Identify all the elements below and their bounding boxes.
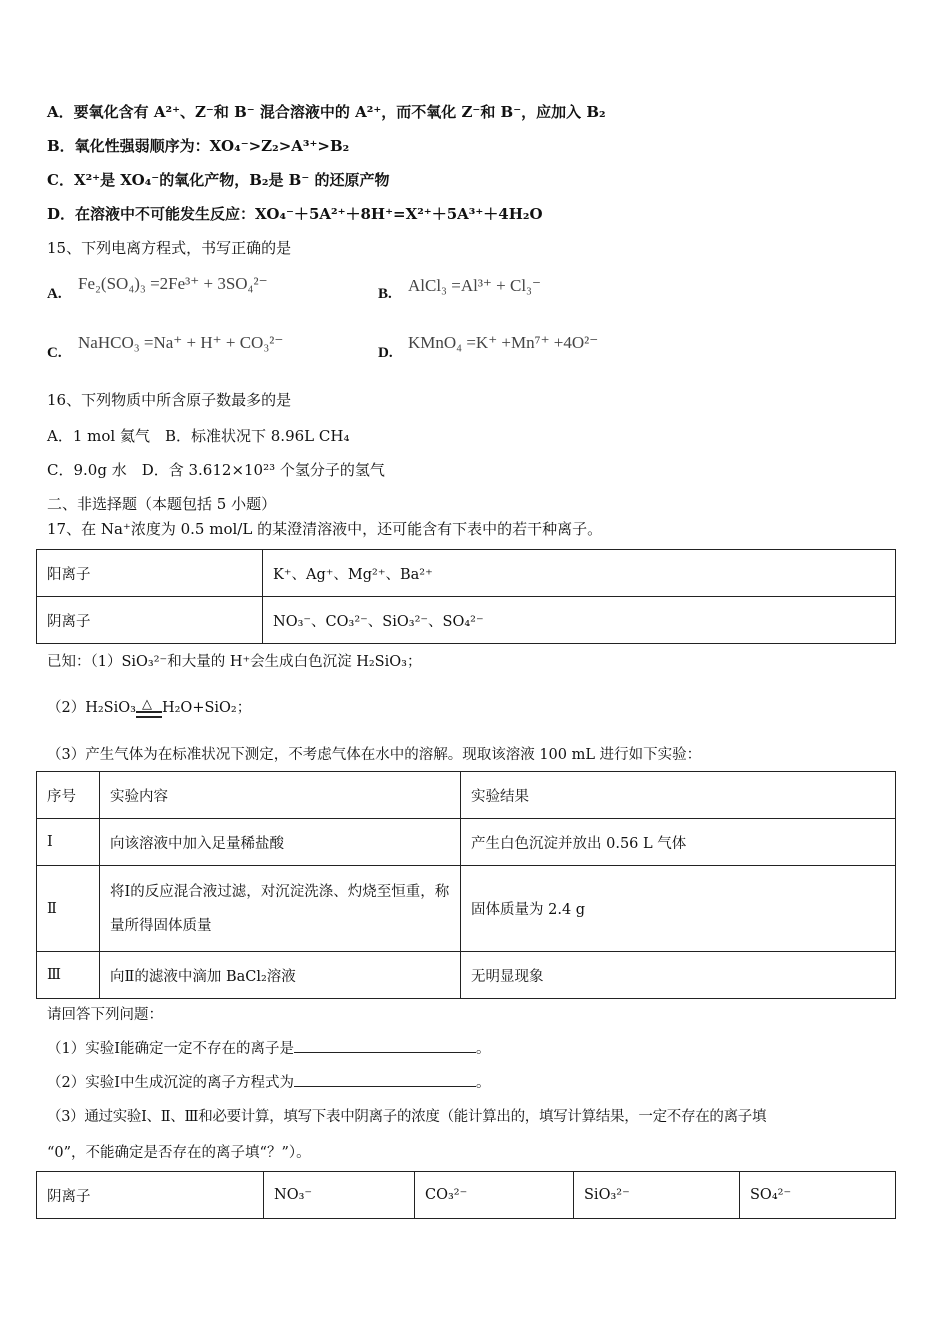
experiment-header-cell: 实验内容 [100, 772, 461, 819]
table-cell: 向该溶液中加入足量稀盐酸 [100, 819, 461, 866]
experiment-table [36, 771, 896, 999]
table-cell: Ⅱ [37, 866, 100, 952]
q15-formula-b: AlCl₃ =Al³⁺ + Cl₃⁻ [408, 276, 541, 295]
answer-blank-2[interactable] [294, 1071, 476, 1087]
anion-table-cell[interactable]: CO₃²⁻ [415, 1172, 574, 1219]
table-cell: Ⅲ [37, 952, 100, 999]
sub-question-1-text: （1）实验Ⅰ能确定一定不存在的离子是 [47, 1041, 294, 1057]
q16-options-cd: C．9.0g 水 D．含 3.612×10²³ 个氢分子的氢气 [47, 461, 385, 479]
known-1: 已知：（1）SiO₃²⁻和大量的 H⁺会生成白色沉淀 H₂SiO₃； [47, 654, 422, 670]
q14-option-a: A．要氧化含有 A²⁺、Z⁻和 B⁻ 混合溶液中的 A²⁺，而不氧化 Z⁻和 B⁻，应加入 B₂ [47, 103, 606, 121]
ion-table-row [37, 550, 896, 597]
anion-table-row [37, 1172, 896, 1219]
sub-question-2-end: 。 [475, 1075, 491, 1091]
sub-question-3-line-2: “0”，不能确定是否存在的离子填“？”）。 [47, 1145, 311, 1161]
q15-label-b: B. [378, 286, 392, 302]
q15-formula-c: NaHCO₃ =Na⁺ + H⁺ + CO₃²⁻ [78, 333, 284, 352]
q15-label-a: A. [47, 286, 62, 302]
heat-symbol-icon: △ [141, 697, 152, 712]
q14-option-d: D．在溶液中不可能发生反应：XO₄⁻＋5A²⁺＋8H⁺=X²⁺＋5A³⁺＋4H₂O [47, 205, 543, 223]
q15-stem: 15、下列电离方程式，书写正确的是 [47, 239, 292, 257]
ion-table-cell: 阳离子 [37, 550, 263, 597]
anion-table-cell[interactable]: SO₄²⁻ [740, 1172, 896, 1219]
q17-stem: 17、在 Na⁺浓度为 0.5 mol/L 的某澄清溶液中，还可能含有下表中的若干种离子。 [47, 520, 603, 538]
q15-label-c: C. [47, 345, 62, 361]
known-2-left: （2）H₂SiO₃ [47, 700, 136, 716]
ion-table-row [37, 597, 896, 644]
table-cell: 产生白色沉淀并放出 0.56 L 气体 [461, 819, 896, 866]
sub-question-1 [47, 1037, 490, 1058]
ion-table-cell: 阴离子 [37, 597, 263, 644]
table-row [37, 819, 896, 866]
ion-table-cell: NO₃⁻、CO₃²⁻、SiO₃²⁻、SO₄²⁻ [263, 597, 896, 644]
q15-formula-a: Fe₂(SO₄)₃ =2Fe³⁺ + 3SO₄²⁻ [78, 274, 268, 293]
ion-table-cell: K⁺、Ag⁺、Mg²⁺、Ba²⁺ [263, 550, 896, 597]
table-row [37, 866, 896, 952]
q15-label-d: D. [378, 345, 393, 361]
known-2 [47, 696, 251, 717]
anion-table-cell: 阴离子 [37, 1172, 264, 1219]
experiment-header-cell: 实验结果 [461, 772, 896, 819]
table-cell: Ⅰ [37, 819, 100, 866]
section-title: 二、非选择题（本题包括 5 小题） [47, 495, 277, 513]
experiment-header-row [37, 772, 896, 819]
q14-option-b: B．氧化性强弱顺序为：XO₄⁻>Z₂>A³⁺>B₂ [47, 137, 350, 155]
q16-stem: 16、下列物质中所含原子数最多的是 [47, 391, 292, 409]
experiment-header-cell: 序号 [37, 772, 100, 819]
sub-question-2 [47, 1071, 490, 1092]
sub-question-2-text: （2）实验Ⅰ中生成沉淀的离子方程式为 [47, 1075, 294, 1091]
sub-question-3-line-1: （3）通过实验Ⅰ、Ⅱ、Ⅲ和必要计算，填写下表中阴离子的浓度（能计算出的，填写计算结果，一定不存在的离子填 [47, 1109, 767, 1125]
table-cell: 将Ⅰ的反应混合液过滤，对沉淀洗涤、灼烧至恒重，称量所得固体质量 [100, 866, 461, 952]
anion-table-cell[interactable]: SiO₃²⁻ [574, 1172, 740, 1219]
table-cell: 向Ⅱ的滤液中滴加 BaCl₂溶液 [100, 952, 461, 999]
q16-options-ab: A．1 mol 氦气 B．标准状况下 8.96L CH₄ [47, 427, 350, 445]
table-cell: 固体质量为 2.4 g [461, 866, 896, 952]
known-2-right: H₂O+SiO₂； [161, 700, 252, 716]
table-row [37, 952, 896, 999]
q14-option-c: C．X²⁺是 XO₄⁻的氧化产物，B₂是 B⁻ 的还原产物 [47, 171, 390, 189]
ion-table [36, 549, 896, 644]
anion-table-cell[interactable]: NO₃⁻ [264, 1172, 415, 1219]
answer-blank-1[interactable] [294, 1037, 476, 1053]
known-3: （3）产生气体为在标准状况下测定，不考虑气体在水中的溶解。现取该溶液 100 mL 进行如下实验： [47, 747, 702, 763]
ask-line: 请回答下列问题： [47, 1007, 163, 1023]
anion-table [36, 1171, 896, 1219]
table-cell: 无明显现象 [461, 952, 896, 999]
sub-question-1-end: 。 [475, 1041, 491, 1057]
q15-formula-d: KMnO₄ =K⁺ +Mn⁷⁺ +4O²⁻ [408, 333, 599, 352]
